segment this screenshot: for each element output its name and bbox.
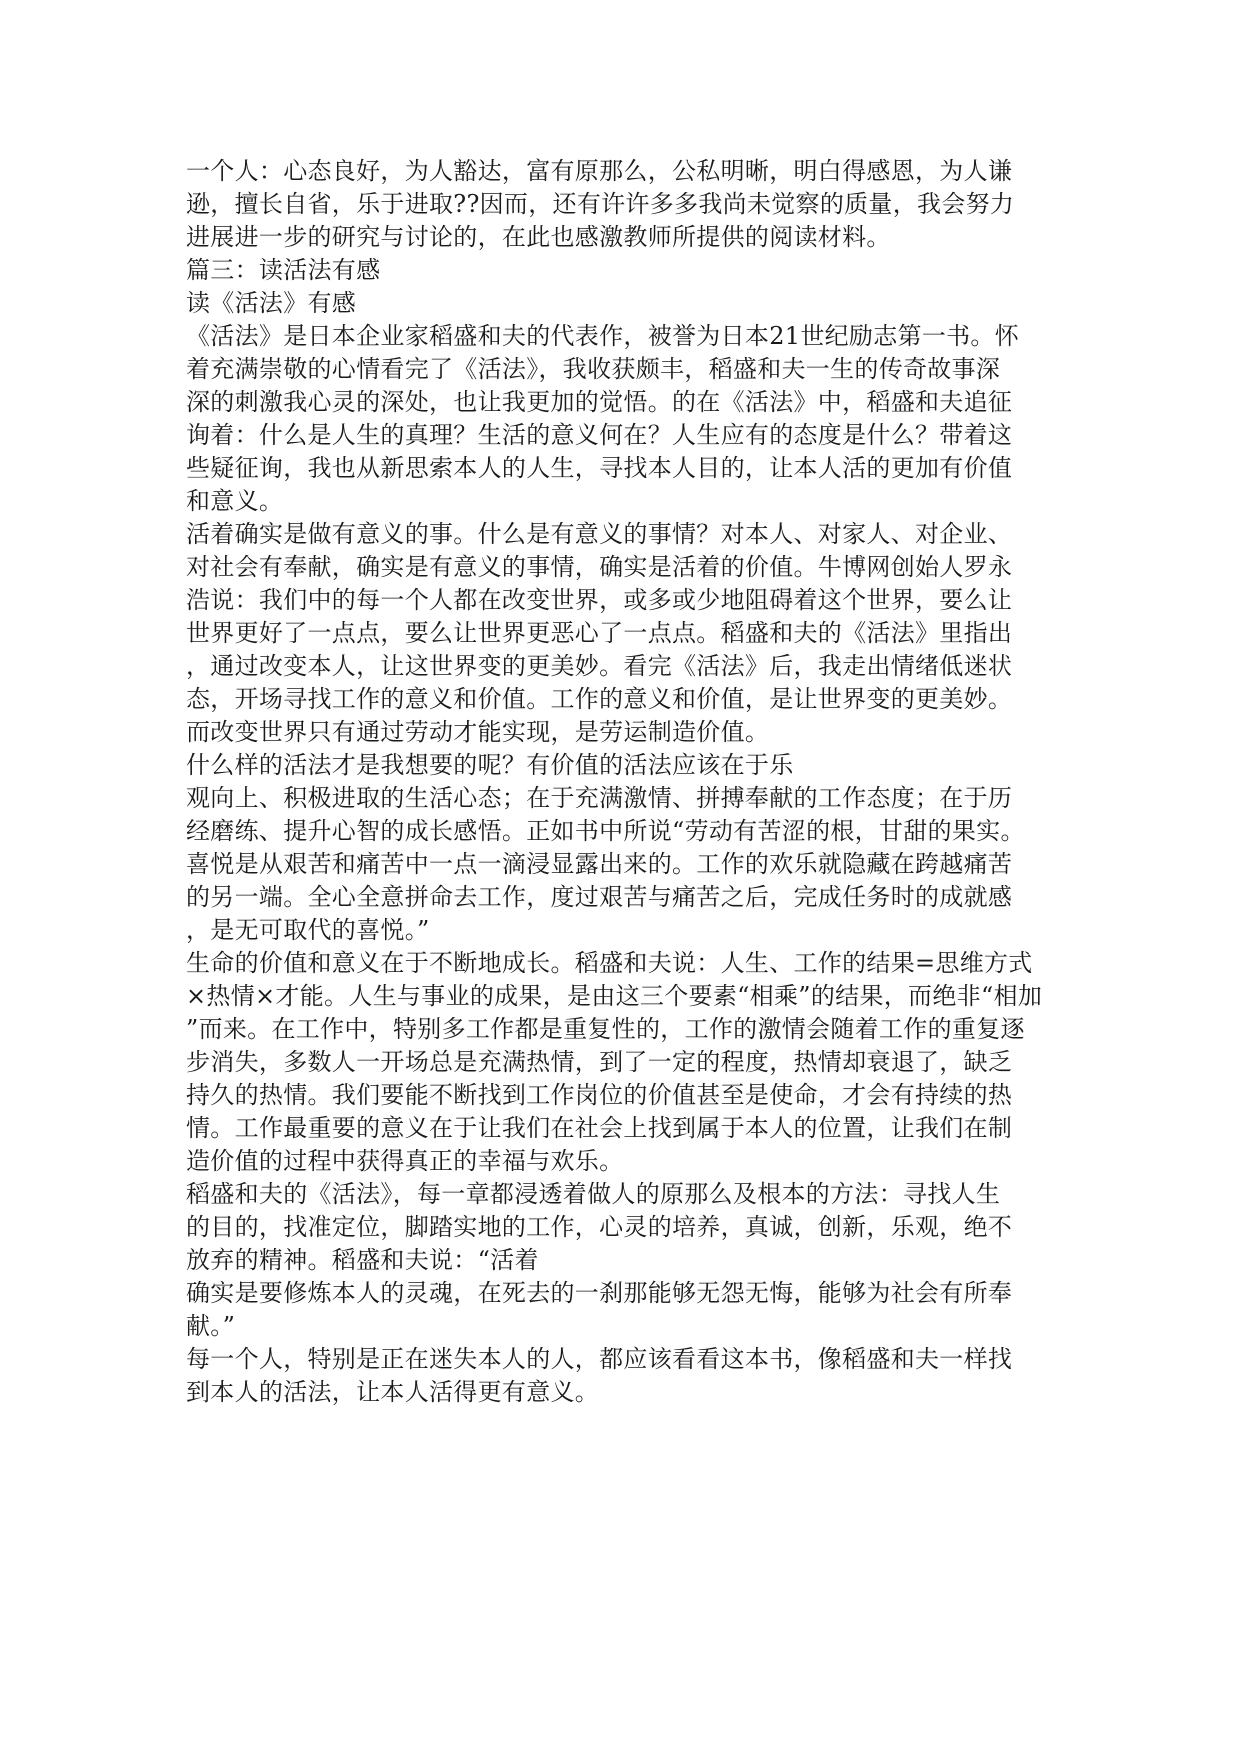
- text-line: 世界更好了一点点，要么让世界更恶心了一点点。稻盛和夫的《活法》里指出: [186, 619, 1013, 647]
- text-line: 放弃的精神。稻盛和夫说：“活着: [186, 1246, 539, 1274]
- text-line: 造价值的过程中获得真正的幸福与欢乐。: [186, 1147, 624, 1175]
- text-line: 些疑征询，我也从新思索本人的人生，寻找本人目的，让本人活的更加有价值: [186, 454, 1013, 482]
- text-line: ，通过改变本人，让这世界变的更美妙。看完《活法》后，我走出情绪低迷状: [186, 652, 1013, 680]
- text-line: 什么样的活法才是我想要的呢？有价值的活法应该在于乐: [186, 751, 794, 779]
- document-body: [186, 155, 1056, 1409]
- text-line: 持久的热情。我们要能不断找到工作岗位的价值甚至是使命，才会有持续的热: [186, 1081, 1013, 1109]
- text-line: 情。工作最重要的意义在于让我们在社会上找到属于本人的位置，让我们在制: [186, 1114, 1013, 1142]
- text-line: 一个人：心态良好，为人豁达，富有原那么，公私明晰，明白得感恩，为人谦: [186, 157, 1013, 185]
- text-line: 进展进一步的研究与讨论的，在此也感激教师所提供的阅读材料。: [186, 223, 891, 251]
- text-line: 步消失，多数人一开场总是充满热情，到了一定的程度，热情却衰退了，缺乏: [186, 1048, 1013, 1076]
- text-line: 深的刺激我心灵的深处，也让我更加的觉悟。的在《活法》中，稻盛和夫追征: [186, 388, 1013, 416]
- text-line: 每一个人，特别是正在迷失本人的人，都应该看看这本书，像稻盛和夫一样找: [186, 1345, 1013, 1373]
- text-line: 活着确实是做有意义的事。什么是有意义的事情？对本人、对家人、对企业、: [186, 520, 1013, 548]
- text-line: 观向上、积极进取的生活心态；在于充满激情、拼搏奉献的工作态度；在于历: [186, 784, 1013, 812]
- text-line: 经磨练、提升心智的成长感悟。正如书中所说“劳动有苦涩的根，甘甜的果实。: [186, 817, 1025, 845]
- text-line: ”而来。在工作中，特别多工作都是重复性的，工作的激情会随着工作的重复逐: [186, 1015, 1025, 1043]
- text-line: 和意义。: [186, 487, 284, 515]
- text-line: 而改变世界只有通过劳动才能实现，是劳运制造价值。: [186, 718, 770, 746]
- text-line: 献。”: [186, 1312, 236, 1340]
- text-line: ，是无可取代的喜悦。”: [186, 916, 430, 944]
- text-line: 喜悦是从艰苦和痛苦中一点一滴浸显露出来的。工作的欢乐就隐藏在跨越痛苦: [186, 850, 1013, 878]
- text-line: 确实是要修炼本人的灵魂，在死去的一刹那能够无怨无悔，能够为社会有所奉: [186, 1279, 1013, 1307]
- text-line: 对社会有奉献，确实是有意义的事情，确实是活着的价值。牛博网创始人罗永: [186, 553, 1013, 581]
- section-heading: 篇三：读活法有感: [186, 256, 381, 284]
- text-line: 的目的，找准定位，脚踏实地的工作，心灵的培养，真诚，创新，乐观，绝不: [186, 1213, 1013, 1241]
- text-line: 询着：什么是人生的真理？生活的意义何在？人生应有的态度是什么？带着这: [186, 421, 1013, 449]
- text-line: 着充满崇敬的心情看完了《活法》，我收获颇丰，稻盛和夫一生的传奇故事深: [186, 355, 1001, 383]
- text-line: ×热情×才能。人生与事业的成果，是由这三个要素“相乘”的结果，而绝非“相加: [186, 982, 1043, 1010]
- text-line: 稻盛和夫的《活法》，每一章都浸透着做人的原那么及根本的方法：寻找人生: [186, 1180, 1001, 1208]
- text-line: 的另一端。全心全意拼命去工作，度过艰苦与痛苦之后，完成任务时的成就感: [186, 883, 1013, 911]
- text-line: 逊，擅长自省，乐于进取??因而，还有许许多多我尚未觉察的质量，我会努力: [186, 190, 1015, 218]
- article-title: 读《活法》有感: [186, 289, 357, 317]
- text-line: 到本人的活法，让本人活得更有意义。: [186, 1378, 600, 1406]
- text-line: 态，开场寻找工作的意义和价值。工作的意义和价值，是让世界变的更美妙。: [186, 685, 1013, 713]
- text-line: 《活法》是日本企业家稻盛和夫的代表作，被誉为日本21世纪励志第一书。怀: [186, 322, 1020, 350]
- text-line: 浩说：我们中的每一个人都在改变世界，或多或少地阻碍着这个世界，要么让: [186, 586, 1013, 614]
- text-line: 生命的价值和意义在于不断地成长。稻盛和夫说：人生、工作的结果=思维方式: [186, 949, 1033, 977]
